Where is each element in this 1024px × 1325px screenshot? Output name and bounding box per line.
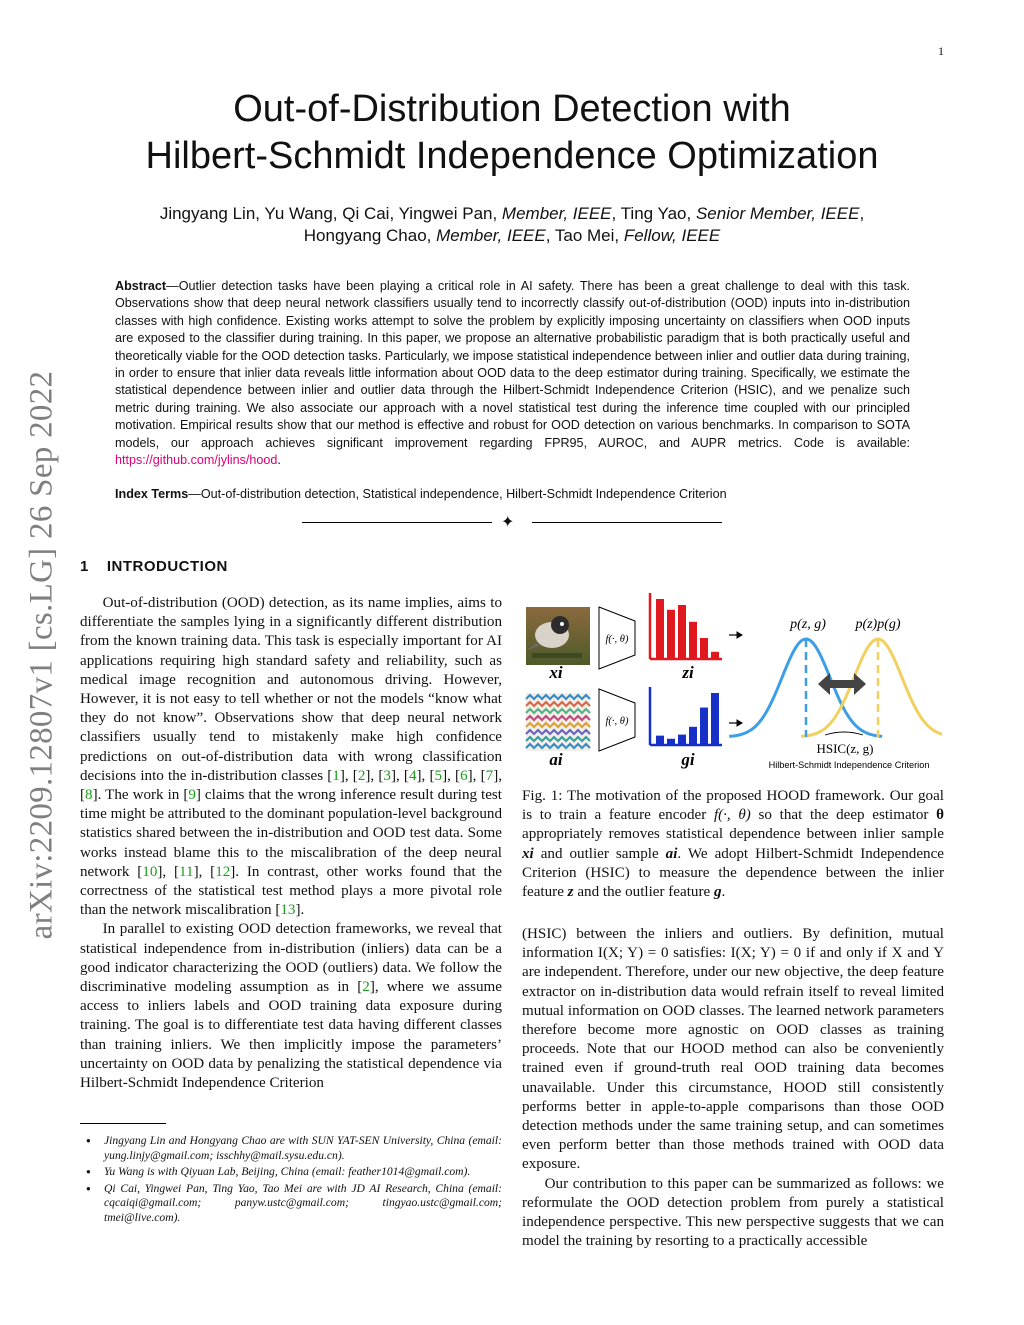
hsic-label: HSIC(z, g) bbox=[816, 741, 874, 756]
hat-accent bbox=[825, 732, 863, 735]
feature-bar bbox=[711, 693, 719, 745]
authors-text: , bbox=[859, 204, 865, 223]
author-title: Member, IEEE bbox=[501, 204, 612, 223]
author-title: Member, IEEE bbox=[436, 226, 546, 245]
authors-text: , Ting Yao, bbox=[611, 204, 696, 223]
index-terms-text: —Out-of-distribution detection, Statistical independence, Hilbert-Schmidt Independence Criterion bbox=[188, 487, 727, 501]
section-divider bbox=[302, 514, 722, 534]
abstract-text: —Outlier detection tasks have been playing a critical role in AI safety. There has been a great challenge to deal with this task. Observations show that deep neural network classifiers usually tend to incorrectly classify out-of-distribution (OOD) inputs into in-distribution classes with high confidence. Existing works attempt to solve the problem by explicitly imposing uncertainty on classifiers when OOD inputs are exposed to the classifier during training. In this paper, we propose an alternative probabilistic paradigm that is both practically useful and theoretically viable for the OOD detection tasks. Particularly, we impose statistical independence between inlier and outlier data during training, in order to ensure that inlier data reveals little information about OOD data to the deep estimator during training. Specifically, we estimate the statistical dependence between inlier and outlier data through the Hilbert-Schmidt Independence Criterion (HSIC), and we penalize such metric during training. We also associate our approach with a novel statistical test during the inference time coupled with our principled motivation. Empirical results show that our method is effective and robust for OOD detection on various benchmarks. In comparison to SOTA models, our approach achieves significant improvement regarding FPR95, AUROC, and AUPR metrics. Code is available: bbox=[115, 279, 910, 450]
abstract-end: . bbox=[277, 453, 281, 468]
code-link[interactable]: https://github.com/jylins/hood bbox=[115, 453, 278, 468]
outlier-image bbox=[526, 693, 590, 751]
section-heading bbox=[80, 558, 228, 575]
arrow-right-icon bbox=[854, 673, 866, 695]
citation-link[interactable]: 6 bbox=[460, 767, 468, 784]
citation-link[interactable]: 7 bbox=[485, 767, 494, 784]
citation-link[interactable]: 13 bbox=[280, 902, 296, 919]
product-label: p(z)p(g) bbox=[855, 617, 901, 632]
figure-1 bbox=[522, 585, 942, 775]
feature-bar bbox=[667, 739, 675, 745]
encoder-top bbox=[599, 607, 635, 669]
feature-bar bbox=[678, 605, 686, 659]
left-column bbox=[80, 594, 502, 1093]
title-line-1: Out-of-Distribution Detection with bbox=[233, 88, 791, 130]
arrow-left-icon bbox=[818, 673, 830, 695]
footnote: ● Qi Cai, Yingwei Pan, Ting Yao, Tao Mei are with JD AI Research, China (email: cqcaiqi@gmail.com; panyw.ustc@gmail.com; tingyao.ustc@gmail.com; tmei@live.com). bbox=[80, 1182, 502, 1226]
author-title: Senior Member, IEEE bbox=[695, 204, 860, 223]
feature-bar bbox=[656, 599, 664, 659]
citation-link[interactable]: 9 bbox=[188, 787, 196, 804]
divider-line-left bbox=[302, 522, 492, 523]
citation-link[interactable]: 12 bbox=[215, 863, 231, 880]
a-label: ai bbox=[549, 750, 563, 769]
footnote-rule bbox=[80, 1123, 166, 1124]
citation-link[interactable]: 2 bbox=[362, 979, 370, 996]
abstract-label: Abstract bbox=[115, 279, 167, 293]
citation-link[interactable]: 2 bbox=[357, 767, 366, 784]
authors-text: Hongyang Chao, bbox=[303, 226, 437, 245]
distribution-curves bbox=[729, 639, 942, 737]
citation-link[interactable]: 3 bbox=[383, 767, 391, 784]
section-title: INTRODUCTION bbox=[106, 558, 228, 575]
index-terms-label: Index Terms bbox=[115, 487, 189, 501]
figure-caption: Fig. 1: The motivation of the proposed HOOD framework. Our goal is to train a feature encoder f(·, θ) so that the deep estimator θ appropriately removes statistical dependence between inlier sample xi and outlier sample ai. We adopt Hilbert-Schmidt Independence Criterion (HSIC) to measure the dependence between the inlier feature z and the outlier feature g. bbox=[522, 788, 945, 901]
feature-bar bbox=[700, 708, 708, 745]
hsic-caption: Hilbert-Schmidt Independence Criterion bbox=[768, 760, 930, 770]
motivation-diagram bbox=[522, 585, 942, 775]
authors-text: , Tao Mei, bbox=[545, 226, 624, 245]
abstract bbox=[115, 278, 910, 469]
feature-bar bbox=[656, 736, 664, 745]
inlier-feature-bars bbox=[650, 593, 722, 659]
g-label: gi bbox=[681, 750, 695, 769]
feature-bar bbox=[689, 727, 697, 745]
authors-text: Jingyang Lin, Yu Wang, Qi Cai, Yingwei Pan, bbox=[159, 204, 502, 223]
distance-arrow-shaft bbox=[826, 680, 858, 688]
citation-link[interactable]: 8 bbox=[85, 787, 93, 804]
feature-bar bbox=[700, 638, 708, 659]
inlier-image bbox=[526, 607, 590, 665]
title-line-2: Hilbert-Schmidt Independence Optimization bbox=[145, 135, 879, 177]
divider-line-right bbox=[532, 522, 722, 523]
arxiv-identifier bbox=[22, 360, 62, 950]
citation-link[interactable]: 1 bbox=[332, 767, 340, 784]
encoder-bottom bbox=[599, 689, 635, 751]
joint-label: p(z, g) bbox=[790, 617, 826, 632]
z-label: zi bbox=[682, 663, 694, 682]
citation-link[interactable]: 10 bbox=[142, 863, 158, 880]
author-list bbox=[0, 203, 1024, 247]
citation-link[interactable]: 11 bbox=[179, 863, 194, 880]
page-number: 1 bbox=[938, 44, 944, 58]
paragraph: (HSIC) between the inliers and outliers. By definition, mutual information I(X; Y) = 0 satisfies: I(X; Y) = 0 if and only if X and Y are independent. Therefore, under our new objective, the deep feature extractor on in-distribution data would refrain itself to reveal limited mutual information on OOD classes. The learned network parameters therefore become more agnostic on OOD classes as training proceeds. Note that our HOOD method can also be conveniently trained even if ground-truth real OOD training data becomes unavailable. Under this circumstance, HOOD still consistently performs better in apple-to-apple comparisons than those OOD detection methods under the same training setup, and can sometimes even perform better than those methods trained with OOD data exposure. bbox=[522, 926, 944, 1173]
right-column bbox=[522, 925, 944, 1251]
citation-link[interactable]: 4 bbox=[408, 767, 417, 784]
paragraph: Out-of-distribution (OOD) detection, as its name implies, aims to differentiate the samples lying in a significantly different distribution from the known training data. This task is especially important for AI applications requiring high standard safety and reliability, such as medical image recognition and autonomous driving. However, However, it is not easy to tell whether or not the models “know what they do not know”. Observations show that deep neural network classifiers usually tend to mistakenly make high confidence predictions on out-of-distribution data with wrong classification decisions into the in-distribution classes [1], [2], [3], [4], [5], [6], [7], [8]. The work in [9] claims that the wrong inference result during test time might be attributed to the dominant population-level background statistics shared between the in-distribution and OOD test data. Some works instead blame this to the miscalibration of the deep neural network [10], [11], [12]. In contrast, other works found that the correctness of the statistical test method plays a more pivotal role than the network miscalibration [13]. bbox=[80, 595, 503, 919]
footnote: ● Yu Wang is with Qiyuan Lab, Beijing, China (email: feather1014@gmail.com). bbox=[80, 1165, 502, 1180]
feature-bar bbox=[689, 622, 697, 659]
author-title: Fellow, IEEE bbox=[623, 226, 721, 245]
x-label: xi bbox=[549, 663, 563, 682]
feature-bar bbox=[711, 652, 719, 659]
paragraph: Our contribution to this paper can be summarized as follows: we reformulate the OOD detection problem from purely a statistical independence perspective. This new perspective suggests that we can model the training by resorting to a practically accessible bbox=[522, 1175, 944, 1250]
paper-title bbox=[0, 86, 1024, 180]
encoder-label: f(·, θ) bbox=[605, 716, 629, 727]
feature-bar bbox=[678, 735, 686, 745]
arrow-icon bbox=[729, 632, 742, 726]
index-terms bbox=[115, 486, 910, 503]
arxiv-identifier-text: arXiv:2209.12807v1 [cs.LG] 26 Sep 2022 bbox=[23, 370, 60, 940]
outlier-feature-bars bbox=[650, 687, 722, 745]
paragraph: In parallel to existing OOD detection frameworks, we reveal that statistical independence from in-distribution (inliers) data can be a good indicator characterizing the OOD (outliers) data. We follow the discriminative modeling assumption as in [2], where we assume access to inliers labels and OOD training data exposure during training. The goal is to differentiate test data having different classes than training inliers. We then implicitly impose the parameters’ uncertainty on OOD data by penalizing the statistical dependence via Hilbert-Schmidt Independence Criterion bbox=[80, 921, 502, 1092]
citation-link[interactable]: 5 bbox=[434, 767, 443, 784]
footnotes bbox=[80, 1134, 502, 1228]
divider-star-icon: ✦ bbox=[501, 514, 515, 531]
encoder-label: f(·, θ) bbox=[605, 634, 629, 645]
feature-bar bbox=[667, 610, 675, 659]
section-number: 1 bbox=[80, 558, 89, 575]
footnote: ● Jingyang Lin and Hongyang Chao are with SUN YAT-SEN University, China (email: yung.linjy@gmail.com; isschhy@mail.sysu.edu.cn). bbox=[80, 1134, 502, 1163]
